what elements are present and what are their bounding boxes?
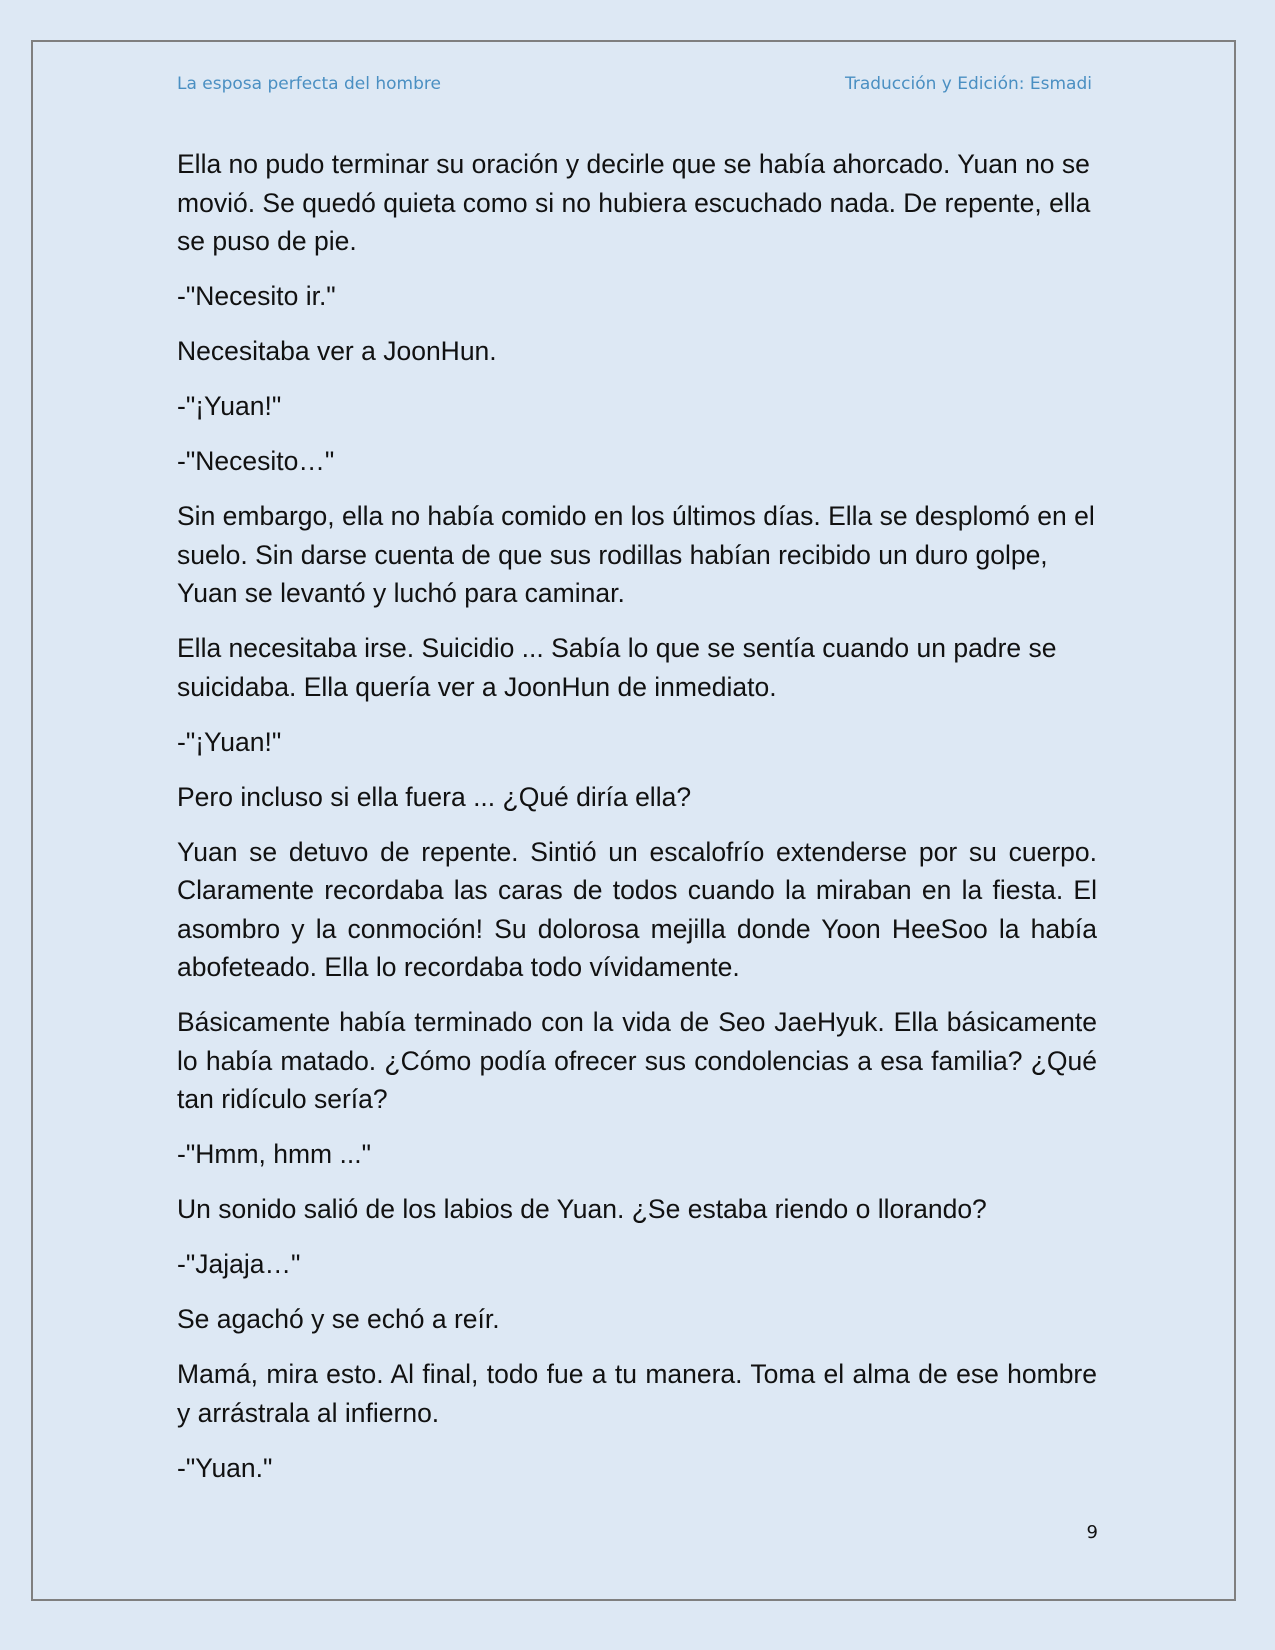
paragraph: Pero incluso si ella fuera ... ¿Qué diría ella? bbox=[177, 781, 692, 812]
header-translation-credit: Traducción y Edición: Esmadi bbox=[844, 74, 1092, 94]
header-book-title: La esposa perfecta del hombre bbox=[177, 74, 441, 94]
dialogue-line: -"Yuan." bbox=[177, 1452, 273, 1483]
paragraph: Básicamente había terminado con la vida de Seo JaeHyuk. Ella básicamente lo había matado. ¿Cómo podía ofrecer sus condolencias a esa familia? ¿Qué tan ridículo sería? bbox=[177, 1007, 1097, 1114]
dialogue-line: -"Necesito ir." bbox=[177, 281, 336, 311]
paragraph: Mamá, mira esto. Al final, todo fue a tu manera. Toma el alma de ese hombre y arrástrala al infierno. bbox=[177, 1359, 1097, 1428]
paragraph: Yuan se detuvo de repente. Sintió un escalofrío extenderse por su cuerpo. Claramente recordaba las caras de todos cuando la miraban en la fiesta. El asombro y la conmoción! Su dolorosa mejilla donde Yoon HeeSoo la había abofeteado. Ella lo recordaba todo vívidamente. bbox=[177, 836, 1097, 982]
paragraph: Ella necesitaba irse. Suicidio ... Sabía lo que se sentía cuando un padre se suicidaba. Ella quería ver a JoonHun de inmediato. bbox=[177, 633, 1057, 702]
page-number: 9 bbox=[1086, 1522, 1098, 1543]
dialogue-line: -"Jajaja…" bbox=[177, 1249, 301, 1279]
paragraph: Sin embargo, ella no había comido en los últimos días. Ella se desplomó en el suelo. Sin darse cuenta de que sus rodillas habían recibido un duro golpe, Yuan se levantó y luchó para caminar. bbox=[177, 501, 1095, 608]
dialogue-line: -"Necesito…" bbox=[177, 446, 335, 476]
page-header bbox=[177, 74, 1097, 98]
paragraph: Ella no pudo terminar su oración y decirle que se había ahorcado. Yuan no se movió. Se quedó quieta como si no hubiera escuchado nada. De repente, ella se puso de pie. bbox=[177, 149, 1091, 256]
body-text bbox=[177, 145, 1097, 1504]
paragraph: Necesitaba ver a JoonHun. bbox=[177, 336, 497, 366]
dialogue-line: -"Hmm, hmm ..." bbox=[177, 1139, 371, 1169]
paragraph: Se agachó y se echó a reír. bbox=[177, 1304, 500, 1334]
dialogue-line: -"¡Yuan!" bbox=[177, 391, 282, 421]
dialogue-line: -"¡Yuan!" bbox=[177, 726, 282, 757]
paragraph: Un sonido salió de los labios de Yuan. ¿Se estaba riendo o llorando? bbox=[177, 1194, 987, 1224]
